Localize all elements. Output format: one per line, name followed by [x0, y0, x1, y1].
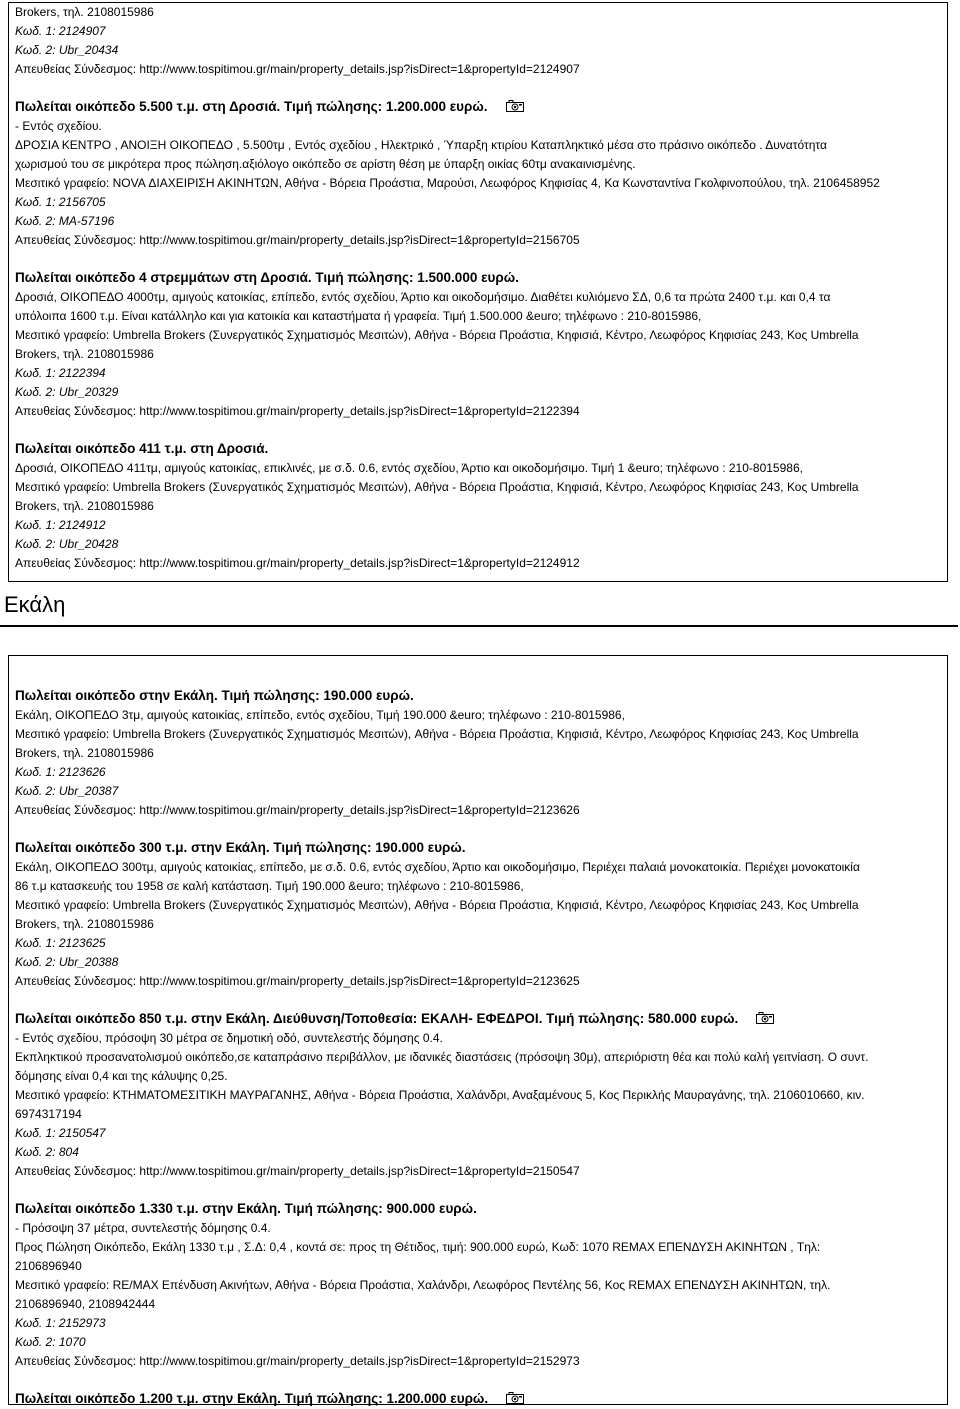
- listing-line: δόμησης είναι 0,4 και της κάλυψης 0,25.: [15, 1069, 228, 1083]
- listing-title[interactable]: Πωλείται οικόπεδο στην Εκάλη. Τιμή πώλησης: 190.000 ευρώ.: [15, 688, 414, 703]
- listing-line: Εκπληκτικού προσανατολισμού οικόπεδο,σε καταπράσινο περιβάλλον, με ιδανικές διαστάσεις (πρόσοψη 30μ), απεριόριστη θέα και πολύ καλή γειτνίαση. Ο συντ.: [15, 1050, 869, 1064]
- listing-direct-link[interactable]: Απευθείας Σύνδεσμος: http://www.tospitimou.gr/main/property_details.jsp?isDirect=1&propertyId=2150547: [15, 1164, 580, 1178]
- listing-code1: Κωδ. 1: 2123625: [15, 936, 106, 950]
- listing-broker: Μεσιτικό γραφείο: Umbrella Brokers (Συνεργατικός Σχηματισμός Μεσιτών), Αθήνα - Βόρεια Προάστια, Κηφισιά, Κέντρο, Λεωφόρος Κηφισίας 243, Κος Umbrella: [15, 898, 859, 912]
- listing-broker-phone: Brokers, τηλ. 2108015986: [15, 347, 154, 361]
- listing-code1: Κωδ. 1: 2152973: [15, 1316, 106, 1330]
- listing-broker: Μεσιτικό γραφείο: ΚΤΗΜΑΤΟΜΕΣΙΤΙΚΗ ΜΑΥΡΑΓΑΝΗΣ, Αθήνα - Βόρεια Προάστια, Χαλάνδρι, Αναξαμένους 5, Κος Περικλής Μαυραγάνης, τηλ. 2106010660, κιν.: [15, 1088, 865, 1102]
- listing-broker: Μεσιτικό γραφείο: NOVA ΔΙΑΧΕΙΡΙΣΗ ΑΚΙΝΗΤΩΝ, Αθήνα - Βόρεια Προάστια, Μαρούσι, Λεωφόρος Κηφισίας 4, Κα Κωνσταντίνα Γκολφινοπούλου, τηλ. 2106458952: [15, 176, 880, 190]
- listing-broker: Μεσιτικό γραφείο: RE/MAX Επένδυση Ακινήτων, Αθήνα - Βόρεια Προάστια, Χαλάνδρι, Λεωφόρος Πεντέλης 56, Κος REMAX ΕΠΕΝΔΥΣΗ ΑΚΙΝΗΤΩΝ, τηλ.: [15, 1278, 831, 1292]
- listing-code1: Κωδ. 1: 2123626: [15, 765, 106, 779]
- intro-code1: Κωδ. 1: 2124907: [15, 24, 106, 38]
- listing-broker-phone: 2106896940, 2108942444: [15, 1297, 156, 1311]
- listing-broker: Μεσιτικό γραφείο: Umbrella Brokers (Συνεργατικός Σχηματισμός Μεσιτών), Αθήνα - Βόρεια Προάστια, Κηφισιά, Κέντρο, Λεωφόρος Κηφισίας 243, Κος Umbrella: [15, 328, 859, 342]
- listing-code1: Κωδ. 1: 2122394: [15, 366, 106, 380]
- listing-title[interactable]: Πωλείται οικόπεδο 850 τ.μ. στην Εκάλη. Διεύθυνση/Τοποθεσία: ΕΚΑΛΗ- ΕΦΕΔΡΟΙ. Τιμή πώλησης: 580.000 ευρώ.: [15, 1009, 941, 1029]
- listing-code2: Κωδ. 2: 1070: [15, 1335, 86, 1349]
- listing-line: ΔΡΟΣΙΑ ΚΕΝΤΡΟ , ΑΝΟΙΞΗ ΟΙΚΟΠΕΔΟ , 5.500τμ , Εντός σχεδίου , Ηλεκτρικό , Ύπαρξη κτιρίου Καταπληκτικό μέσα στο πράσινο οικόπεδο . Δυνατότητα: [15, 138, 827, 152]
- listing-line: Εκάλη, ΟΙΚΟΠΕΔΟ 300τμ, αμιγούς κατοικίας, επίπεδο, με σ.δ. 0.6, εντός σχεδίου, Άρτιο και οικοδομήσιμο, Περιέχει παλαιά μονοκατοικία. Περιέχει μονοκατοικία: [15, 860, 860, 874]
- listing-broker-phone: Brokers, τηλ. 2108015986: [15, 746, 154, 760]
- listing-direct-link[interactable]: Απευθείας Σύνδεσμος: http://www.tospitimou.gr/main/property_details.jsp?isDirect=1&propertyId=2152973: [15, 1354, 580, 1368]
- listing-item: [15, 1389, 941, 1409]
- intro-direct-link[interactable]: Απευθείας Σύνδεσμος: http://www.tospitimou.gr/main/property_details.jsp?isDirect=1&propertyId=2124907: [15, 62, 580, 76]
- intro-broker-line: Brokers, τηλ. 2108015986: [15, 5, 154, 19]
- listing-item: [15, 1009, 941, 1181]
- listing-line: Δροσιά, ΟΙΚΟΠΕΔΟ 4000τμ, αμιγούς κατοικίας, επίπεδο, εντός σχεδίου, Άρτιο και οικοδομήσιμο. Διαθέτει κυλιόμενο ΣΔ, 0,6 τα πρώτα 2400 τ.μ. και 0,4 τα: [15, 290, 831, 304]
- listing-code2: Κωδ. 2: Ubr_20428: [15, 537, 119, 551]
- listing-direct-link[interactable]: Απευθείας Σύνδεσμος: http://www.tospitimou.gr/main/property_details.jsp?isDirect=1&propertyId=2122394: [15, 404, 580, 418]
- listing-broker-phone: Brokers, τηλ. 2108015986: [15, 499, 154, 513]
- listing-direct-link[interactable]: Απευθείας Σύνδεσμος: http://www.tospitimou.gr/main/property_details.jsp?isDirect=1&propertyId=2123625: [15, 974, 580, 988]
- listing-box-drosia: [8, 2, 948, 582]
- listing-line: Δροσιά, ΟΙΚΟΠΕΔΟ 411τμ, αμιγούς κατοικίας, επικλινές, με σ.δ. 0.6, εντός σχεδίου, Άρτιο και οικοδομήσιμο. Τιμή 1 &euro; τηλέφωνο : 210-8015986,: [15, 461, 803, 475]
- intro-code2: Κωδ. 2: Ubr_20434: [15, 43, 119, 57]
- listing-line: 86 τ.μ κατασκευής του 1958 σε καλή κατάσταση. Τιμή 190.000 &euro; τηλέφωνο : 210-8015986,: [15, 879, 524, 893]
- listing-item: [15, 439, 941, 573]
- camera-icon[interactable]: [756, 1012, 774, 1024]
- listing-code2: Κωδ. 2: Ubr_20388: [15, 955, 119, 969]
- listing-broker-phone: Brokers, τηλ. 2108015986: [15, 917, 154, 931]
- listing-line: Εκάλη, ΟΙΚΟΠΕΔΟ 3τμ, αμιγούς κατοικίας, επίπεδο, εντός σχεδίου, Τιμή 190.000 &euro; τηλέφωνο : 210-8015986,: [15, 708, 625, 722]
- listing-code1: Κωδ. 1: 2150547: [15, 1126, 106, 1140]
- listing-title[interactable]: Πωλείται οικόπεδο 4 στρεμμάτων στη Δροσιά. Τιμή πώλησης: 1.500.000 ευρώ.: [15, 270, 519, 285]
- listing-line: 2106896940: [15, 1259, 82, 1273]
- camera-icon[interactable]: [506, 1392, 524, 1404]
- listing-title[interactable]: Πωλείται οικόπεδο 300 τ.μ. στην Εκάλη. Τιμή πώλησης: 190.000 ευρώ.: [15, 840, 466, 855]
- listing-title[interactable]: Πωλείται οικόπεδο 5.500 τ.μ. στη Δροσιά. Τιμή πώλησης: 1.200.000 ευρώ.: [15, 97, 941, 117]
- listing-line: - Πρόσοψη 37 μέτρα, συντελεστής δόμησης 0.4.: [15, 1221, 271, 1235]
- listing-code2: Κωδ. 2: 804: [15, 1145, 79, 1159]
- listing-item: [15, 97, 941, 250]
- listing-title[interactable]: Πωλείται οικόπεδο 1.330 τ.μ. στην Εκάλη. Τιμή πώλησης: 900.000 ευρώ.: [15, 1201, 477, 1216]
- listing-title[interactable]: Πωλείται οικόπεδο 1.200 τ.μ. στην Εκάλη. Τιμή πώλησης: 1.200.000 ευρώ.: [15, 1389, 941, 1409]
- listing-broker: Μεσιτικό γραφείο: Umbrella Brokers (Συνεργατικός Σχηματισμός Μεσιτών), Αθήνα - Βόρεια Προάστια, Κηφισιά, Κέντρο, Λεωφόρος Κηφισίας 243, Κος Umbrella: [15, 727, 859, 741]
- listing-code2: Κωδ. 2: MA-57196: [15, 214, 115, 228]
- listing-code2: Κωδ. 2: Ubr_20329: [15, 385, 119, 399]
- listing-line: - Εντός σχεδίου, πρόσοψη 30 μέτρα σε δημοτική οδό, συντελεστής δόμησης 0.4.: [15, 1031, 443, 1045]
- listing-title[interactable]: Πωλείται οικόπεδο 411 τ.μ. στη Δροσιά.: [15, 441, 269, 456]
- section-heading: Εκάλη: [4, 592, 66, 617]
- listing-broker: Μεσιτικό γραφείο: Umbrella Brokers (Συνεργατικός Σχηματισμός Μεσιτών), Αθήνα - Βόρεια Προάστια, Κηφισιά, Κέντρο, Λεωφόρος Κηφισίας 243, Κος Umbrella: [15, 480, 859, 494]
- listing-code2: Κωδ. 2: Ubr_20387: [15, 784, 119, 798]
- listing-line: χωρισμού του σε μικρότερα προς πώληση.αξιόλογο οικόπεδο σε αρίστη θέση με ύπαρξη οικίας 60τμ ανακαινισμένης.: [15, 157, 636, 171]
- listing-broker-phone: 6974317194: [15, 1107, 82, 1121]
- listing-direct-link[interactable]: Απευθείας Σύνδεσμος: http://www.tospitimou.gr/main/property_details.jsp?isDirect=1&propertyId=2156705: [15, 233, 580, 247]
- listing-line: Προς Πώληση Οικόπεδο, Εκάλη 1330 τ.μ , Σ.Δ: 0,4 , κοντά σε: προς τη Θέτιδος, τιμή: 900.000 ευρώ, Κωδ: 1070 REMAX ΕΠΕΝΔΥΣΗ ΑΚΙΝΗΤΩΝ , Tηλ:: [15, 1240, 821, 1254]
- listing-code1: Κωδ. 1: 2124912: [15, 518, 106, 532]
- listing-item: [15, 838, 941, 991]
- section-divider: [0, 625, 958, 627]
- listing-item: [15, 686, 941, 820]
- listing-item: [15, 1199, 941, 1371]
- camera-icon[interactable]: [506, 100, 524, 112]
- listing-item: [15, 268, 941, 421]
- listing-direct-link[interactable]: Απευθείας Σύνδεσμος: http://www.tospitimou.gr/main/property_details.jsp?isDirect=1&propertyId=2124912: [15, 556, 580, 570]
- listing-box-ekali: [8, 655, 948, 1405]
- listing-direct-link[interactable]: Απευθείας Σύνδεσμος: http://www.tospitimou.gr/main/property_details.jsp?isDirect=1&propertyId=2123626: [15, 803, 580, 817]
- listing-line: υπόλοιπα 1600 τ.μ. Είναι κατάλληλο και για κατοικία και καταστήματα ή γραφεία. Τιμή 1.500.000 &euro; τηλέφωνο : 210-8015986,: [15, 309, 702, 323]
- listing-code1: Κωδ. 1: 2156705: [15, 195, 106, 209]
- listing-line: - Εντός σχεδίου.: [15, 119, 102, 133]
